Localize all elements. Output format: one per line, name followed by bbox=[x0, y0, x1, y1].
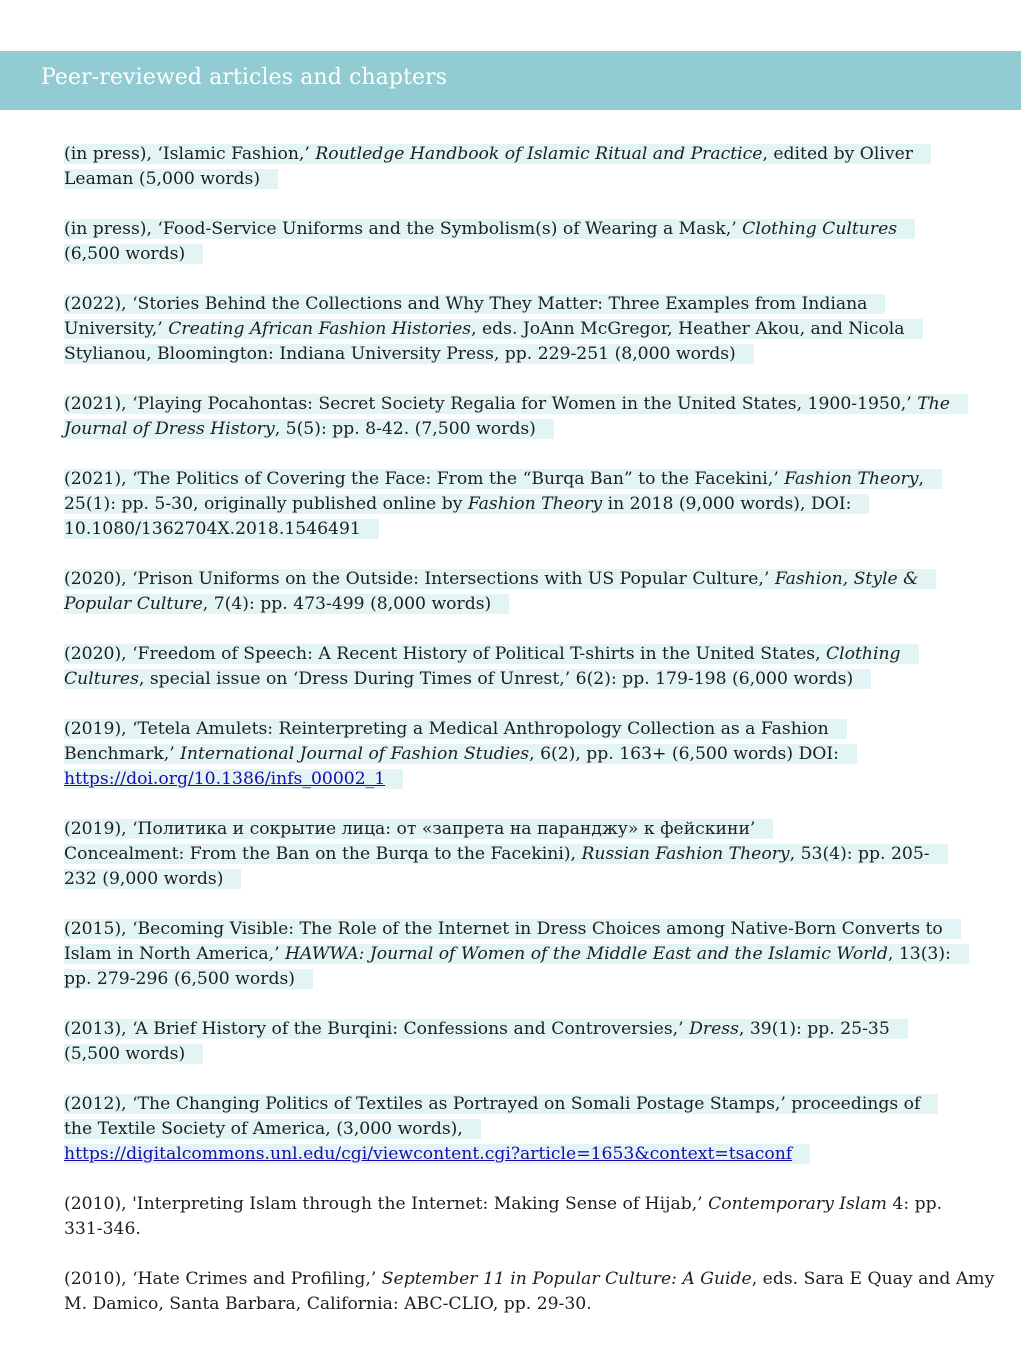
publication-title: Dress bbox=[689, 1019, 739, 1039]
entry-line bbox=[64, 567, 964, 592]
citation-text: (2022), ‘Stories Behind the Collections and Why They Matter: Three Examples from Indiana bbox=[64, 294, 868, 314]
publication-title: Clothing Cultures bbox=[742, 219, 898, 239]
entry-line-text bbox=[64, 719, 847, 739]
entry-line-text bbox=[64, 1219, 141, 1239]
citation-text: Stylianou, Bloomington: Indiana University Press, pp. 229-251 (8,000 words) bbox=[64, 344, 736, 364]
publication-title: Fashion, Style & bbox=[774, 569, 919, 589]
doi-link[interactable]: https://doi.org/10.1386/infs_00002_1 bbox=[64, 769, 386, 789]
publication-entry bbox=[64, 1017, 964, 1067]
entry-line bbox=[64, 1092, 964, 1117]
citation-text: (in press), ‘Food-Service Uniforms and the Symbolism(s) of Wearing a Mask,’ bbox=[64, 219, 743, 239]
entry-line bbox=[64, 817, 964, 842]
entry-line bbox=[64, 467, 964, 492]
citation-text: , eds. JoAnn McGregor, Heather Akou, and Nicola bbox=[471, 319, 905, 339]
entry-line bbox=[64, 342, 964, 367]
publication-title: Clothing bbox=[826, 644, 901, 664]
publication-entry bbox=[64, 292, 964, 367]
entry-line-text bbox=[64, 769, 403, 789]
publication-title: September 11 in Popular Culture: A Guide bbox=[381, 1269, 752, 1289]
entry-line-text bbox=[64, 844, 948, 864]
citation-text: (2013), ‘A Brief History of the Burqini: Confessions and Controversies,’ bbox=[64, 1019, 690, 1039]
publication-entry bbox=[64, 1192, 964, 1242]
publication-title: Popular Culture bbox=[64, 594, 203, 614]
publication-title: Journal of Dress History bbox=[64, 419, 275, 439]
entry-line bbox=[64, 242, 964, 267]
entry-line bbox=[64, 967, 964, 992]
entry-line-text bbox=[64, 594, 509, 614]
citation-text: the Textile Society of America, (3,000 words), bbox=[64, 1119, 463, 1139]
citation-text: (2020), ‘Freedom of Speech: A Recent History of Political T-shirts in the United States, bbox=[64, 644, 827, 664]
entry-line bbox=[64, 517, 964, 542]
citation-text: (2019), ‘Политика и сокрытие лица: от «запрета на паранджу» к фейскини’ bbox=[64, 819, 756, 839]
publication-title: Cultures bbox=[64, 669, 139, 689]
citation-text: , bbox=[918, 469, 924, 489]
publication-entry bbox=[64, 217, 964, 267]
publication-title: The bbox=[917, 394, 950, 414]
entry-line bbox=[64, 667, 964, 692]
entry-line bbox=[64, 942, 964, 967]
entry-line-text bbox=[64, 744, 857, 764]
publication-title: Creating African Fashion Histories bbox=[168, 319, 472, 339]
entry-line-text bbox=[64, 1094, 938, 1114]
entry-line-text bbox=[64, 1269, 994, 1289]
citation-text: , 53(4): pp. 205- bbox=[789, 844, 930, 864]
citation-text: , special issue on ‘Dress During Times of Unrest,’ 6(2): pp. 179-198 (6,000 words) bbox=[138, 669, 854, 689]
publication-entry bbox=[64, 392, 964, 442]
citation-text: (2010), 'Interpreting Islam through the Internet: Making Sense of Hijab,’ bbox=[64, 1194, 709, 1214]
citation-text: (2021), ‘Playing Pocahontas: Secret Society Regalia for Women in the United States, 1900-1950,’ bbox=[64, 394, 918, 414]
publication-entry bbox=[64, 1092, 964, 1167]
citation-text: in 2018 (9,000 words), DOI: bbox=[602, 494, 852, 514]
entry-line-text bbox=[64, 944, 969, 964]
entry-line bbox=[64, 1267, 995, 1292]
publication-title: Fashion Theory bbox=[467, 494, 603, 514]
entry-line-text bbox=[64, 1119, 481, 1139]
entry-line-text bbox=[64, 469, 942, 489]
entry-line bbox=[64, 842, 964, 867]
entry-line bbox=[64, 1142, 964, 1167]
entry-line bbox=[64, 1042, 964, 1067]
entry-line bbox=[64, 392, 964, 417]
entry-line-text bbox=[64, 1194, 942, 1214]
entry-line-text bbox=[64, 869, 241, 889]
entry-line-text bbox=[64, 219, 915, 239]
publication-title: Russian Fashion Theory bbox=[581, 844, 790, 864]
entry-line-text bbox=[64, 919, 961, 939]
entry-line-text bbox=[64, 494, 869, 514]
citation-text: Concealment: From the Ban on the Burqa to the Facekini), bbox=[64, 844, 582, 864]
publication-list bbox=[64, 142, 995, 1342]
entry-line-text bbox=[64, 244, 203, 264]
entry-line bbox=[64, 1192, 964, 1217]
entry-line-text bbox=[64, 519, 379, 539]
citation-text: 232 (9,000 words) bbox=[64, 869, 224, 889]
citation-text: , 13(3): bbox=[887, 944, 951, 964]
citation-text: 25(1): pp. 5-30, originally published online by bbox=[64, 494, 468, 514]
publication-entry bbox=[64, 1267, 995, 1317]
entry-line bbox=[64, 767, 964, 792]
citation-text: 10.1080/1362704X.2018.1546491 bbox=[64, 519, 361, 539]
section-title: Peer-reviewed articles and chapters bbox=[41, 65, 448, 90]
section-header-band bbox=[0, 51, 1021, 110]
entry-line-text bbox=[64, 1294, 592, 1314]
citation-text: , 7(4): pp. 473-499 (8,000 words) bbox=[202, 594, 492, 614]
entry-line bbox=[64, 167, 964, 192]
citation-text: Benchmark,’ bbox=[64, 744, 181, 764]
publication-entry bbox=[64, 467, 964, 542]
entry-line bbox=[64, 292, 964, 317]
citation-text: M. Damico, Santa Barbara, California: ABC-CLIO, pp. 29-30. bbox=[64, 1294, 592, 1314]
entry-line bbox=[64, 492, 964, 517]
entry-line bbox=[64, 1292, 964, 1317]
entry-line-text bbox=[64, 969, 313, 989]
entry-line bbox=[64, 217, 964, 242]
citation-text: Islam in North America,’ bbox=[64, 944, 286, 964]
entry-line-text bbox=[64, 1144, 810, 1164]
publication-title: Routledge Handbook of Islamic Ritual and Practice bbox=[315, 144, 763, 164]
publication-title: HAWWA: Journal of Women of the Middle East and the Islamic World bbox=[285, 944, 888, 964]
citation-text: 331-346. bbox=[64, 1219, 141, 1239]
entry-line-text bbox=[64, 1019, 908, 1039]
citation-text: (2015), ‘Becoming Visible: The Role of the Internet in Dress Choices among Native-Born Converts to bbox=[64, 919, 943, 939]
entry-line-text bbox=[64, 344, 754, 364]
citation-text: (2020), ‘Prison Uniforms on the Outside: Intersections with US Popular Culture,’ bbox=[64, 569, 775, 589]
publication-entry bbox=[64, 717, 964, 792]
entry-line bbox=[64, 417, 964, 442]
citation-text: , 39(1): pp. 25-35 bbox=[738, 1019, 890, 1039]
entry-line bbox=[64, 642, 964, 667]
citation-text: University,’ bbox=[64, 319, 169, 339]
citation-text: , edited by Oliver bbox=[762, 144, 913, 164]
publication-title: Fashion Theory bbox=[784, 469, 919, 489]
entry-line bbox=[64, 717, 964, 742]
entry-line-text bbox=[64, 644, 919, 664]
entry-line bbox=[64, 742, 964, 767]
entry-line bbox=[64, 917, 964, 942]
entry-line bbox=[64, 1217, 964, 1242]
citation-text: (2010), ‘Hate Crimes and Profiling,’ bbox=[64, 1269, 382, 1289]
entry-line-text bbox=[64, 169, 278, 189]
publication-entry bbox=[64, 567, 964, 617]
entry-line-text bbox=[64, 144, 931, 164]
citation-text: , 6(2), pp. 163+ (6,500 words) DOI: bbox=[529, 744, 839, 764]
entry-line bbox=[64, 1017, 964, 1042]
publication-entry bbox=[64, 817, 964, 892]
publication-entry bbox=[64, 642, 964, 692]
citation-text: (6,500 words) bbox=[64, 244, 186, 264]
citation-text: (2012), ‘The Changing Politics of Textiles as Portrayed on Somali Postage Stamps,’ proceedings of bbox=[64, 1094, 921, 1114]
entry-line bbox=[64, 592, 964, 617]
entry-line-text bbox=[64, 394, 968, 414]
citation-text: Leaman (5,000 words) bbox=[64, 169, 261, 189]
entry-line bbox=[64, 142, 964, 167]
publication-entry bbox=[64, 917, 964, 992]
entry-line-text bbox=[64, 294, 885, 314]
entry-line bbox=[64, 1117, 964, 1142]
entry-line bbox=[64, 867, 964, 892]
publication-title: International Journal of Fashion Studies bbox=[180, 744, 530, 764]
citation-text: (2019), ‘Tetela Amulets: Reinterpreting a Medical Anthropology Collection as a Fashion bbox=[64, 719, 829, 739]
entry-line bbox=[64, 317, 964, 342]
entry-line-text bbox=[64, 819, 773, 839]
citation-text: (2021), ‘The Politics of Covering the Face: From the “Burqa Ban” to the Facekini,’ bbox=[64, 469, 785, 489]
citation-text: pp. 279-296 (6,500 words) bbox=[64, 969, 295, 989]
entry-line-text bbox=[64, 569, 936, 589]
publication-title: Contemporary Islam bbox=[708, 1194, 887, 1214]
citation-text: , eds. Sara E Quay and Amy bbox=[751, 1269, 995, 1289]
entry-line-text bbox=[64, 669, 871, 689]
entry-line-text bbox=[64, 1044, 203, 1064]
citation-text: , 5(5): pp. 8-42. (7,500 words) bbox=[274, 419, 536, 439]
entry-line-text bbox=[64, 319, 923, 339]
citation-text: (in press), ‘Islamic Fashion,’ bbox=[64, 144, 316, 164]
citation-text: (5,500 words) bbox=[64, 1044, 186, 1064]
entry-line-text bbox=[64, 419, 554, 439]
publication-entry bbox=[64, 142, 964, 192]
doi-link[interactable]: https://digitalcommons.unl.edu/cgi/viewcontent.cgi?article=1653&context=tsaconf bbox=[64, 1144, 793, 1164]
citation-text: 4: pp. bbox=[886, 1194, 943, 1214]
